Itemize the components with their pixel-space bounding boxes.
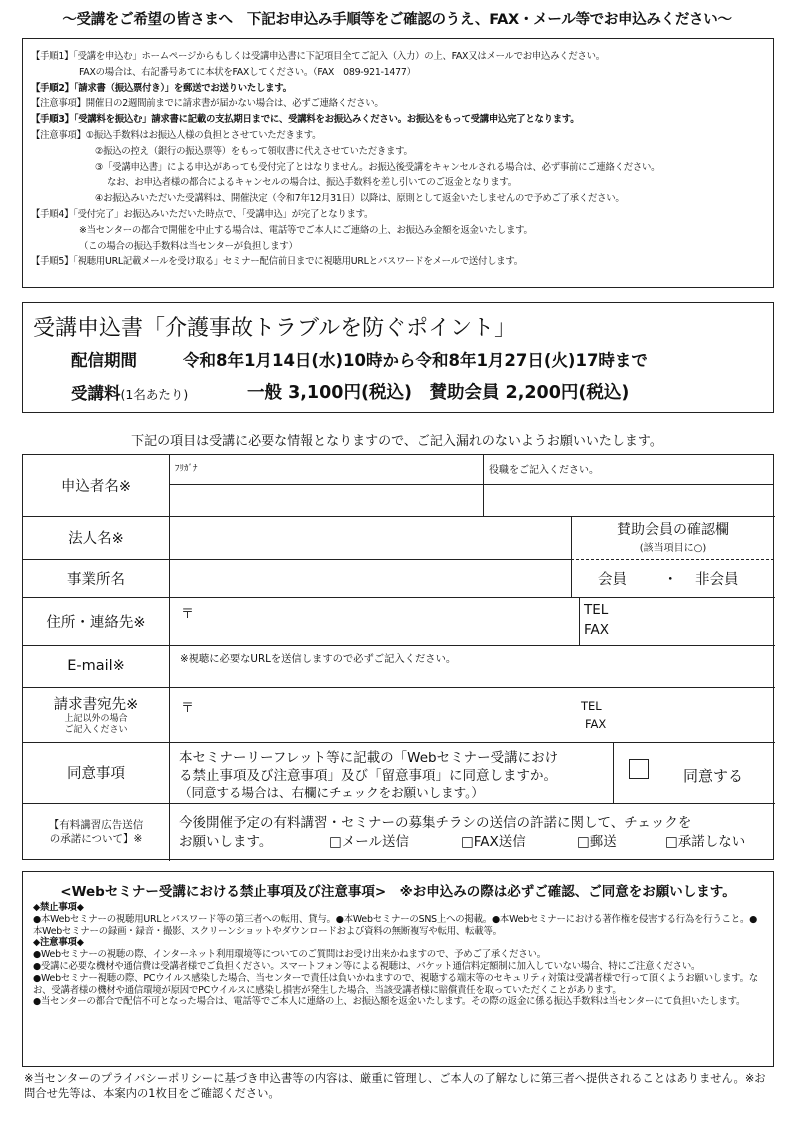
ad-option-decline[interactable]: □承諾しない xyxy=(665,834,746,850)
procedure-line: 【手順5】「視聴用URL記載メールを受け取る」セミナー配信前日までに視聴用URLとパスワードをメールで送付します。 xyxy=(31,256,523,268)
fax-label: FAX xyxy=(584,622,610,638)
ad-option-post[interactable]: □郵送 xyxy=(577,834,617,850)
position-divider xyxy=(483,455,484,516)
address-label-text: 住所・連絡先※ xyxy=(46,614,146,631)
fee-value: 一般 3,100円(税込) 賛助会員 2,200円(税込) xyxy=(247,383,630,403)
billing-address-label xyxy=(23,687,169,742)
procedure-line: 【注意事項】①振込手数料はお振込人様の負担とさせていただきます。 xyxy=(31,129,322,141)
applicant-name-label-text: 申込者名※ xyxy=(60,479,132,495)
notice-heading: <Webセミナー受講における禁止事項及び注意事項> ※お申込みの際は必ずご確認、ご同意をお願いします。 xyxy=(60,884,736,900)
billing-address-field[interactable] xyxy=(173,691,771,739)
prohibited-text: ●本Webセミナーの視聴用URLとパスワード等の第三者への転用、貸与。●本WebセミナーのSNS上への掲載。●本Webセミナーにおける著作権を侵害する行為を行うこと。●本Webセミナーの録画・録音・撮影、スクリーンショットやダウンロードおよび資料の無断複写や転用、転載等。 xyxy=(33,913,758,937)
procedure-line: 【手順2】「請求書（振込票付き）」を郵送でお送りいたします。 xyxy=(31,82,292,94)
nonmember-option[interactable]: 非会員 xyxy=(695,572,739,588)
ad-label-line-1: 【有料講習広告送信 xyxy=(48,819,144,831)
corp-name-field[interactable] xyxy=(173,519,568,557)
corp-name-label xyxy=(23,516,169,559)
tel-divider xyxy=(579,597,580,645)
email-label-text: E-mail※ xyxy=(67,658,125,674)
privacy-note: ※当センターのプライバシーポリシーに基づき申込書等の内容は、厳重に管理し、ご本人の了解なしに第三者へ提供されることはありません。※お問合せ先等は、本案内の1枚目をご確認ください。 xyxy=(24,1072,766,1100)
fee-label-main: 受講料 xyxy=(71,384,121,403)
member-check-sub: (該当項目に○) xyxy=(639,543,707,554)
applicant-name-label xyxy=(23,455,169,516)
billing-sub1: 上記以外の場合 xyxy=(64,714,128,724)
procedure-line: （この場合の振込手数料は当センターが負担します） xyxy=(79,240,298,252)
billing-label-text: 請求書宛先※ xyxy=(53,697,139,713)
billing-tel-label: TEL xyxy=(581,699,602,713)
consent-label-text: 同意事項 xyxy=(67,766,125,782)
address-label xyxy=(23,597,169,645)
furigana-divider xyxy=(170,484,774,485)
fee-label xyxy=(71,380,188,404)
office-name-field[interactable] xyxy=(173,562,568,595)
ad-option-email[interactable]: □メール送信 xyxy=(329,834,409,850)
office-name-label-text: 事業所名 xyxy=(67,571,125,588)
billing-fax-label: FAX xyxy=(585,717,607,731)
course-title: 受講申込書「介護事故トラブルを防ぐポイント」 xyxy=(33,316,517,341)
consent-line-3: （同意する場合は、右欄にチェックをお願いします。） xyxy=(179,785,484,800)
billing-postal-mark: 〒 xyxy=(181,701,195,716)
procedure-line: 【注意事項】開催日の2週間前までに請求書が届かない場合は、必ずご連絡ください。 xyxy=(31,98,384,110)
procedure-line: 【手順4】「受付完了」お振込みいただいた時点で、「受講申込」が完了となります。 xyxy=(31,208,374,220)
consent-check-divider xyxy=(613,742,614,803)
prohibited-title: ◆禁止事項◆ xyxy=(33,902,84,913)
email-hint: ※視聴に必要なURLを送信しますので必ずご記入ください。 xyxy=(180,653,457,665)
office-name-label xyxy=(23,559,169,597)
agree-label: 同意する xyxy=(683,767,744,785)
member-separator: ・ xyxy=(663,572,678,588)
application-form xyxy=(22,454,774,860)
ad-consent-label xyxy=(23,803,169,861)
caution-item: ●Webセミナーの視聴の際、インターネット利用環境等についてのご質問はお受け出来かねますので、予めご了承ください。 xyxy=(33,949,546,961)
procedure-line: FAXの場合は、右記番号あてに本状をFAXしてください。（FAX 089-921-1477） xyxy=(79,66,416,78)
member-dashed-divider xyxy=(571,559,774,560)
procedure-box xyxy=(22,38,774,288)
ad-consent-line-2: お願いします。 xyxy=(179,834,273,850)
position-field[interactable] xyxy=(487,486,772,514)
fee-label-sub: (1名あたり) xyxy=(120,387,189,402)
procedure-line: 【手順1】「受講を申込む」ホームページからもしくは受講申込書に下記項目全てご記入（入力）の上、FAX又はメールでお申込みください。 xyxy=(31,51,605,62)
procedure-line: ③「受講申込書」による申込があっても受付完了とはなりません。お振込後受講をキャンセルされる場合は、必ず事前にご連絡ください。 xyxy=(95,161,661,173)
member-check-title: 賛助会員の確認欄 xyxy=(617,522,729,538)
caution-title: ◆注意事項◆ xyxy=(33,937,84,949)
consent-line-2: る禁止事項及び注意事項」及び「留意事項」に同意しますか。 xyxy=(179,768,557,784)
ad-consent-line-1: 今後開催予定の有料講習・セミナーの募集チラシの送信の許諾に関して、チェックを xyxy=(179,815,692,831)
email-field[interactable] xyxy=(173,665,771,685)
tel-label: TEL xyxy=(584,602,609,618)
billing-sub2: ご記入ください xyxy=(64,725,128,735)
procedure-line: なお、お申込者様の都合によるキャンセルの場合は、振込手数料を差し引いてのご返金となります。 xyxy=(107,177,517,189)
label-column-divider xyxy=(169,455,170,861)
consent-line-1: 本セミナーリーフレット等に記載の「Webセミナー受講におけ xyxy=(179,750,559,766)
furigana-label: ﾌﾘｶﾞﾅ xyxy=(175,464,198,474)
course-box xyxy=(22,302,774,413)
period-label: 配信期間 xyxy=(71,351,137,370)
period-value: 令和8年1月14日(水)10時から令和8年1月27日(火)17時まで xyxy=(183,351,648,370)
applicant-name-field[interactable] xyxy=(173,486,481,514)
form-intro: 下記の項目は受講に必要な情報となりますので、ご記入漏れのないようお願いいたします。 xyxy=(131,434,663,449)
ad-label-line-2: の承諾について】※ xyxy=(49,833,143,845)
member-option[interactable]: 会員 xyxy=(598,572,627,588)
notice-box xyxy=(22,871,774,1067)
ad-option-fax[interactable]: □FAX送信 xyxy=(461,834,526,850)
procedure-line: 【手順3】「受講料を振込む」請求書に記載の支払期日までに、受講料をお振込みください。お振込をもって受講申込完了となります。 xyxy=(31,114,580,126)
procedure-line: ※当センターの都合で開催を中止する場合は、電話等でご本人にご連絡の上、お振込み金額を返金いたします。 xyxy=(79,224,533,236)
position-hint: 役職をご記入ください。 xyxy=(489,465,599,476)
caution-item: ●受講に必要な機材や通信費は受講者様でご負担ください。スマートフォン等による視聴は、パケット通信料定額制に加入していない場合、特にご注意ください。 xyxy=(33,960,701,972)
page-banner: ～受講をご希望の皆さまへ 下記お申込み手順等をご確認のうえ、FAX・メール等でお申込みください～ xyxy=(62,12,732,28)
procedure-line: ④お振込みいただいた受講料は、開催決定（令和7年12月31日）以降は、原則として返金いたしませんので予めご了承ください。 xyxy=(95,193,625,205)
procedure-line: ②振込の控え（銀行の振込票等）をもって領収書に代えさせていただきます。 xyxy=(95,145,413,157)
postal-mark: 〒 xyxy=(181,607,195,622)
agree-checkbox[interactable] xyxy=(629,759,649,779)
address-field[interactable] xyxy=(173,601,575,643)
consent-label xyxy=(23,742,169,803)
email-label xyxy=(23,645,169,687)
corp-name-label-text: 法人名※ xyxy=(68,531,124,547)
caution-item: ●当センターの都合で配信不可となった場合は、電話等でご本人に連絡の上、お振込額を返金いたします。その際の返金に係る振込手数料は当センターにて負担いたします。 xyxy=(33,996,746,1008)
caution-item: ●Webセミナー視聴の際、PCウイルス感染した場合、当センターで責任は負いかねますので、視聴する端末等のセキュリティ対策は受講者様で行って頂くようお願いします。なお、受講者様の機材や通信環境が原因でPCウイルスに感染し損害が発生した場合、当該受講者様に賠償責任を取っていただくことがあります。 xyxy=(33,972,758,996)
